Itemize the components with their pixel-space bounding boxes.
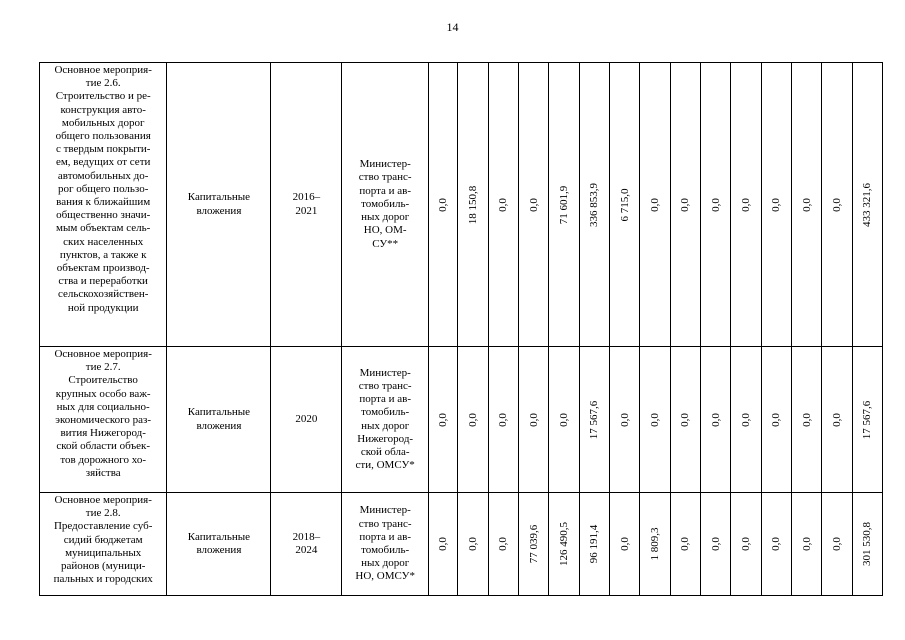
value-text: 126 490,5 [558, 522, 571, 566]
value-cell [700, 493, 730, 596]
value-text: 0,0 [679, 537, 692, 551]
value-cell [458, 63, 488, 347]
table-row [40, 347, 883, 493]
expense-type-cell [167, 347, 271, 493]
executor-cell-line: НО, ОМСУ* [355, 570, 415, 583]
measure-name-cell-line: ной продукции [67, 301, 139, 314]
value-cell [822, 347, 852, 493]
measure-name-cell-line: общественно значи- [56, 209, 151, 222]
value-cell [549, 347, 579, 493]
executor-cell-line: томобиль- [361, 544, 410, 556]
value-text: 71 601,9 [558, 185, 571, 224]
executor-cell-line: Нижегород- [357, 432, 414, 445]
executor-cell [342, 347, 429, 493]
value-text: 0,0 [618, 537, 631, 551]
executor-cell [342, 493, 429, 596]
measure-name-cell-line: вития Нижегород- [60, 427, 146, 440]
measure-name-cell-line: сельскохозяйствен- [57, 288, 149, 301]
value-text: 0,0 [709, 537, 722, 551]
expense-type-cell-line: вложения [196, 544, 242, 556]
executor-cell-line: ных дорог [361, 419, 410, 432]
total-value-cell [852, 347, 882, 493]
executor-cell-line: НО, ОМ- [363, 224, 407, 237]
measure-name-cell-line: Строительство и ре- [55, 90, 151, 103]
value-text: 17 567,6 [588, 400, 601, 439]
value-text: 0,0 [618, 412, 631, 427]
value-text: 0,0 [467, 537, 480, 551]
value-text: 0,0 [679, 412, 692, 427]
measure-name-cell-line: экономического раз- [55, 414, 152, 427]
value-cell [610, 347, 640, 493]
value-cell [670, 347, 700, 493]
executor-cell-line: СУ** [372, 237, 399, 250]
value-cell [549, 63, 579, 347]
value-cell [670, 63, 700, 347]
expense-type-cell-line: Капитальные [187, 406, 251, 419]
measure-name-cell-line: мым объектам сель- [56, 222, 151, 235]
expense-type-cell-line: вложения [196, 204, 242, 217]
measure-name-cell-line: рог общего пользо- [57, 182, 149, 195]
value-text: 0,0 [770, 412, 783, 427]
value-cell [731, 63, 761, 347]
executor-cell-line: Министер- [359, 366, 411, 379]
executor-cell-line: ство транс- [358, 517, 412, 530]
value-cell [670, 493, 700, 596]
executor-cell [342, 63, 429, 347]
measure-name-cell [40, 347, 167, 493]
value-text: 0,0 [437, 197, 450, 212]
value-cell [488, 347, 518, 493]
executor-cell-line: Министер- [359, 158, 411, 171]
value-cell [579, 347, 609, 493]
value-text: 0,0 [648, 197, 661, 212]
value-cell [519, 347, 549, 493]
value-text: 0,0 [648, 412, 661, 427]
measure-name-cell-line: пальных и городских [53, 573, 153, 586]
value-cell [458, 493, 488, 596]
measure-name-cell-line: мобильных дорог [61, 116, 145, 129]
value-cell [700, 347, 730, 493]
value-cell [640, 347, 670, 493]
period-cell-line: 2020 [295, 412, 318, 425]
period-cell-line: 2024 [295, 544, 318, 556]
value-text: 17 567,6 [861, 400, 874, 439]
value-cell [761, 63, 791, 347]
executor-cell-line: ных дорог [361, 211, 410, 224]
measure-name-cell-line: ства и переработки [58, 275, 148, 288]
period-cell [271, 493, 342, 596]
measure-name-cell-line: Предоставление суб- [53, 520, 153, 533]
value-text: 0,0 [770, 197, 783, 212]
period-cell [271, 63, 342, 347]
value-cell [519, 493, 549, 596]
executor-cell-line: порта и ав- [359, 393, 412, 406]
measure-name-cell-line: с твердым покрыти- [55, 143, 151, 156]
value-text: 96 191,4 [588, 524, 601, 564]
measure-name-cell-line: Основное мероприя- [54, 348, 152, 360]
value-cell [731, 347, 761, 493]
measure-name-cell-line: ных для социально- [56, 400, 150, 413]
value-text: 0,0 [739, 197, 752, 212]
value-text: 0,0 [770, 537, 783, 551]
value-cell [458, 347, 488, 493]
value-cell [700, 63, 730, 347]
value-cell [549, 493, 579, 596]
value-text: 0,0 [709, 412, 722, 427]
measure-name-cell-line: тов дорожного хо- [60, 453, 146, 466]
measure-name-cell-line: Строительство [68, 374, 138, 387]
value-text: 0,0 [497, 197, 510, 212]
period-cell-line: 2021 [295, 204, 318, 217]
executor-cell-line: томобиль- [361, 406, 410, 419]
value-text: 0,0 [527, 197, 540, 212]
value-cell [429, 493, 458, 596]
measure-name-cell-line: муниципальных [65, 546, 142, 559]
value-cell [579, 63, 609, 347]
value-cell [579, 493, 609, 596]
period-cell-line: 2016– [292, 191, 321, 204]
value-text: 0,0 [830, 412, 843, 427]
measure-name-cell-line: сидий бюджетам [63, 533, 143, 546]
value-cell [791, 493, 821, 596]
expense-type-cell-line: Капитальные [187, 191, 251, 204]
value-cell [610, 493, 640, 596]
measure-name-cell-line: Основное мероприя- [54, 64, 152, 76]
value-text: 0,0 [830, 537, 843, 551]
value-cell [822, 63, 852, 347]
expense-type-cell [167, 493, 271, 596]
expense-type-cell-line: вложения [196, 419, 242, 432]
executor-cell-line: ской обла- [360, 445, 410, 458]
value-text: 77 039,6 [527, 524, 540, 564]
value-cell [731, 493, 761, 596]
executor-cell-line: ство транс- [358, 171, 412, 184]
value-cell [429, 347, 458, 493]
executor-cell-line: Министер- [359, 504, 411, 517]
value-text: 0,0 [497, 537, 510, 551]
value-cell [791, 347, 821, 493]
value-text: 0,0 [800, 197, 813, 212]
period-cell [271, 347, 342, 493]
measure-name-cell-line: общего пользования [55, 130, 151, 143]
value-text: 0,0 [679, 197, 692, 212]
value-text: 6 715,0 [618, 188, 631, 221]
value-cell [519, 63, 549, 347]
value-cell [640, 493, 670, 596]
value-cell [488, 493, 518, 596]
measure-name-cell-line: районов (муници- [60, 560, 146, 573]
value-text: 0,0 [527, 412, 540, 427]
measure-name-cell-line: тие 2.6. [85, 77, 121, 90]
measure-name-cell-line: пунктов, а также к [59, 248, 147, 261]
value-text: 0,0 [739, 412, 752, 427]
measure-name-cell-line: конструкция авто- [60, 103, 146, 116]
value-cell [640, 63, 670, 347]
measure-name-cell-line: объектам производ- [56, 262, 150, 275]
executor-cell-line: ных дорог [361, 557, 410, 570]
measure-name-cell-line: ской области объек- [56, 440, 151, 453]
value-cell [791, 63, 821, 347]
executor-cell-line: порта и ав- [359, 184, 412, 197]
measure-name-cell-line: ем, ведущих от сети [55, 156, 151, 169]
value-text: 0,0 [467, 412, 480, 427]
executor-cell-line: сти, ОМСУ* [355, 459, 415, 472]
value-text: 0,0 [830, 197, 843, 212]
measure-name-cell [40, 493, 167, 596]
total-value-cell [852, 493, 882, 596]
measure-name-cell-line: крупных особо важ- [55, 387, 151, 400]
value-text: 1 809,3 [648, 527, 661, 561]
table-row [40, 63, 883, 347]
table-row [40, 493, 883, 596]
value-text: 0,0 [800, 537, 813, 551]
expense-type-cell [167, 63, 271, 347]
value-cell [761, 493, 791, 596]
value-cell [488, 63, 518, 347]
value-text: 0,0 [558, 412, 571, 427]
period-cell-line: 2018– [292, 530, 321, 543]
measure-name-cell-line: зяйства [85, 466, 121, 479]
executor-cell-line: томобиль- [361, 197, 410, 210]
value-text: 18 150,8 [467, 185, 480, 224]
page-number: 14 [446, 20, 459, 34]
value-text: 0,0 [709, 197, 722, 212]
measure-name-cell-line: тие 2.8. [85, 507, 121, 520]
expense-type-cell-line: Капитальные [187, 530, 251, 543]
value-cell [822, 493, 852, 596]
measure-name-cell [40, 63, 167, 347]
value-text: 301 530,8 [861, 522, 874, 566]
value-text: 336 853,9 [588, 182, 601, 227]
measure-name-cell-line: вания к ближайшим [56, 196, 151, 209]
value-text: 0,0 [437, 412, 450, 427]
measure-name-cell-line: ских населенных [63, 235, 144, 248]
value-cell [610, 63, 640, 347]
table-body [40, 63, 883, 596]
program-table [39, 62, 883, 596]
value-cell [429, 63, 458, 347]
measure-name-cell-line: Основное мероприя- [54, 494, 152, 506]
value-text: 0,0 [437, 537, 450, 551]
value-text: 0,0 [497, 412, 510, 427]
value-text: 433 321,6 [861, 182, 874, 227]
measure-name-cell-line: автомобильных до- [57, 169, 149, 182]
executor-cell-line: ство транс- [358, 379, 412, 392]
value-cell [761, 347, 791, 493]
measure-name-cell-line: тие 2.7. [85, 361, 121, 374]
value-text: 0,0 [800, 412, 813, 427]
total-value-cell [852, 63, 882, 347]
executor-cell-line: порта и ав- [359, 530, 412, 543]
value-text: 0,0 [739, 537, 752, 551]
